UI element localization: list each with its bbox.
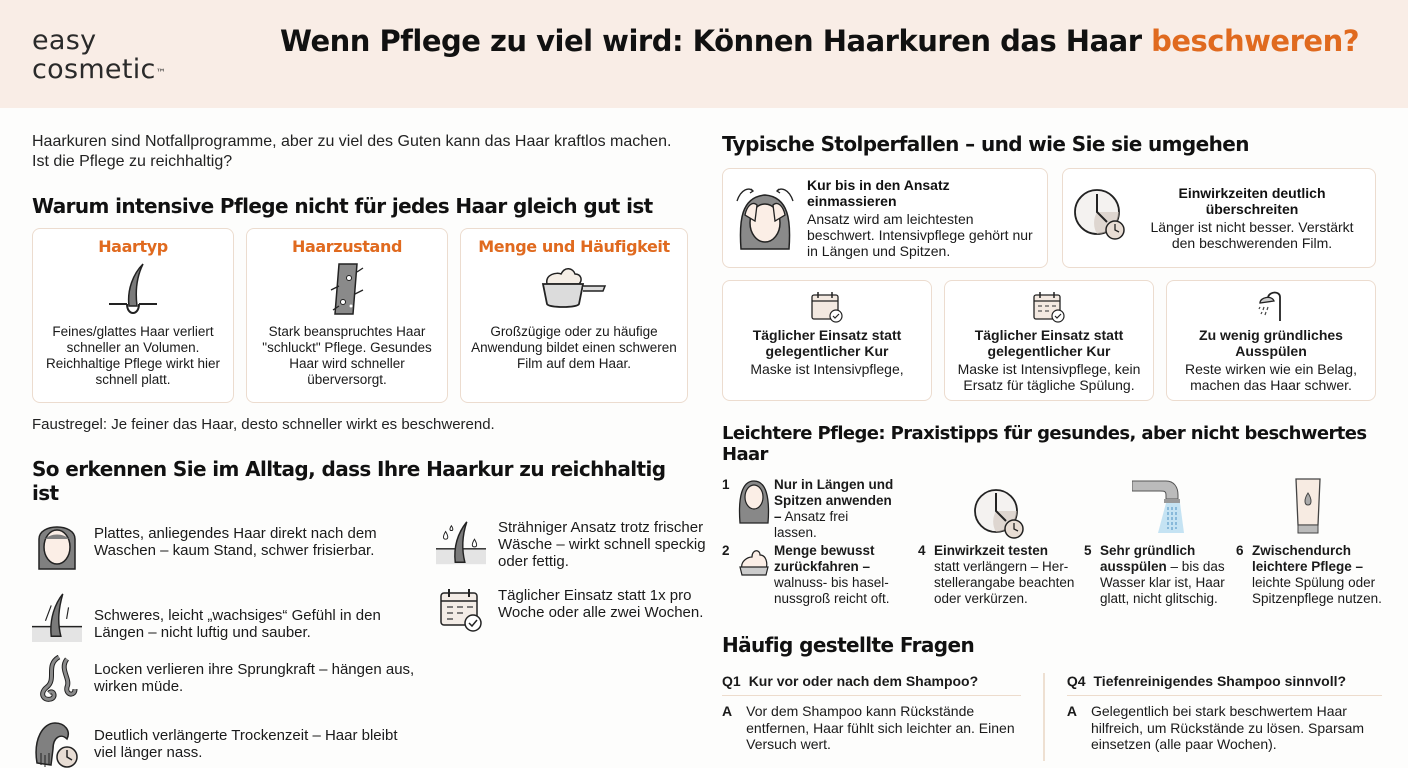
- faq-answer: [722, 703, 1021, 753]
- faq-answer-label: A: [722, 703, 733, 719]
- section-title-why: Warum intensive Pflege nicht für jedes Haar gleich gut ist: [32, 194, 653, 218]
- pitfall-text: Länger ist nicht besser. Verstärkt den beschwerenden Film.: [1150, 219, 1354, 251]
- faq-question-label: Q4: [1066, 673, 1086, 689]
- hair-follicle-icon: [33, 260, 233, 318]
- faq-question-label: Q1: [722, 673, 741, 689]
- section-title-faq: Häufig gestellte Fragen: [722, 633, 975, 657]
- right-column: [722, 120, 1382, 761]
- tip-bold: Einwirkzeit testen: [934, 543, 1049, 558]
- tip-item: [1084, 543, 1236, 607]
- pitfall-title: Einwirkzeiten deutlich überschreiten: [1178, 185, 1326, 217]
- page-title: [280, 24, 1359, 58]
- page-title-main: Wenn Pflege zu viel wird: Können Haarkuren das Haar: [280, 24, 1152, 58]
- cream-tube-icon: [1292, 477, 1324, 540]
- pitfall-cards-top: [722, 168, 1382, 268]
- sign-item: [436, 585, 706, 639]
- factor-card-hair-condition: [246, 228, 448, 403]
- clock-icon: [1073, 186, 1129, 251]
- sign-text: Plattes, anliegendes Haar direkt nach dem Waschen – kaum Stand, schwer frisierbar.: [94, 525, 377, 559]
- tip-number: 1: [722, 477, 730, 492]
- limp-curls-icon: [32, 655, 82, 709]
- pitfall-text: Ansatz wird am leichtesten beschwert. Intensivpflege gehört nur in Längen und Spitzen.: [807, 211, 1033, 259]
- card-description: Stark beanspruchtes Haar "schluckt" Pflege. Gesundes Haar wird schneller überversorgt.: [262, 324, 432, 387]
- wet-hair-clock-icon: [32, 719, 82, 768]
- logo-line-1: easy: [32, 25, 97, 56]
- card-description: Feines/glattes Haar verliert schneller an Volumen. Reichhaltige Pflege wirkt hier schnell platt.: [45, 324, 221, 387]
- header-banner: [0, 0, 1408, 108]
- tip-text: statt verlängern – Her-stellerangabe beachten oder verkürzen.: [934, 559, 1075, 606]
- tip-item: [722, 543, 894, 607]
- tip-text: – bis das Wasser klar ist, Haar glatt, nicht glitschig.: [1100, 559, 1225, 606]
- scalp-massage-icon: [733, 181, 797, 256]
- brand-logo[interactable]: [32, 26, 166, 84]
- pitfall-card: [944, 280, 1154, 401]
- pitfall-title: Zu wenig gründliches Ausspülen: [1199, 327, 1343, 359]
- tip-item: [918, 543, 1090, 607]
- section-title-tips: Leichtere Pflege: Praxistipps für gesundes, aber nicht beschwertes Haar: [722, 423, 1367, 465]
- faq-section: [722, 673, 1382, 761]
- tip-bold: Menge bewusst zurückfahren –: [774, 543, 875, 574]
- pitfall-card: [722, 168, 1048, 268]
- shower-icon: [1167, 289, 1375, 323]
- faq-answer: [1067, 703, 1382, 753]
- tip-bold: Nur in Längen und Spitzen anwenden –: [774, 477, 894, 524]
- faq-item[interactable]: [1067, 673, 1382, 761]
- rule-of-thumb: Faustregel: Je feiner das Haar, desto schneller wirkt es beschwerend.: [32, 416, 495, 433]
- sign-text: Schweres, leicht „wachsiges“ Gefühl in den Längen – nicht luftig und sauber.: [94, 607, 381, 641]
- sign-item: [32, 519, 422, 573]
- scoop-icon: [461, 260, 687, 318]
- tip-number: 4: [918, 543, 926, 558]
- tips-list: [722, 477, 1382, 627]
- sign-text: Strähniger Ansatz trotz frischer Wäsche – wirkt schnell speckig oder fettig.: [498, 519, 706, 570]
- pitfall-card: [1166, 280, 1376, 401]
- factor-card-amount-frequency: [460, 228, 688, 403]
- pitfall-text: Maske ist Intensivpflege,: [750, 361, 904, 377]
- faucet-water-icon: [1132, 477, 1184, 540]
- pitfall-title: Täglicher Einsatz statt gelegentlicher Kur: [974, 327, 1124, 359]
- sign-item: [32, 655, 422, 709]
- card-title: Haartyp: [98, 237, 168, 256]
- clock-icon: [974, 487, 1026, 546]
- card-title: Menge und Häufigkeit: [478, 237, 670, 256]
- tip-number: 6: [1236, 543, 1244, 558]
- cream-dollop-icon: [738, 543, 770, 607]
- sign-text: Deutlich verlängerte Trockenzeit – Haar bleibt viel länger nass.: [94, 727, 398, 761]
- pitfall-title: Kur bis in den Ansatz einmassieren: [807, 177, 950, 209]
- faq-question-text: Kur vor oder nach dem Shampoo?: [748, 673, 979, 689]
- tip-item: [722, 477, 894, 541]
- page-title-accent: beschweren?: [1151, 24, 1360, 58]
- factor-cards: [32, 228, 692, 403]
- faq-question[interactable]: [1067, 673, 1382, 696]
- faq-item[interactable]: [722, 673, 1021, 761]
- faq-question[interactable]: [722, 673, 1021, 696]
- tip-item: [1236, 543, 1392, 607]
- tip-text: Ansatz frei lassen.: [774, 509, 849, 540]
- logo-line-2: cosmetic: [32, 54, 156, 85]
- section-title-pitfalls: Typische Stolperfallen – und wie Sie sie umgehen: [722, 132, 1249, 156]
- intro-text: Haarkuren sind Notfallprogramme, aber zu viel des Guten kann das Haar kraftlos machen. Ist die Pflege zu reichhaltig?: [32, 133, 672, 170]
- flat-hair-face-icon: [32, 519, 82, 573]
- greasy-root-icon: [436, 519, 486, 573]
- sign-text: Locken verlieren ihre Sprungkraft – hängen aus, wirken müde.: [94, 661, 415, 695]
- damaged-hair-strand-icon: [247, 260, 447, 318]
- pitfall-card: [722, 280, 932, 401]
- sign-item: [32, 591, 422, 645]
- tip-bold: Sehr gründlich ausspülen: [1100, 543, 1196, 574]
- pitfall-title: Täglicher Einsatz statt gelegentlicher Kur: [752, 327, 902, 359]
- section-title-signs: So erkennen Sie im Alltag, dass Ihre Haarkur zu reichhaltig ist: [32, 457, 666, 505]
- faq-answer-text: Gelegentlich bei stark beschwertem Haar hilfreich, um Rückstände zu lösen. Sparsam einsetzen (alle paar Wochen).: [1090, 703, 1365, 752]
- tip-text: leichte Spülung oder Spitzenpflege nutzen.: [1252, 575, 1382, 606]
- trademark-symbol: ™: [155, 68, 166, 79]
- left-column: [32, 120, 706, 768]
- factor-card-hair-type: [32, 228, 234, 403]
- tip-number: 5: [1084, 543, 1092, 558]
- tip-number: 2: [722, 543, 730, 558]
- pitfall-text: Reste wirken wie ein Belag, machen das Haar schwer.: [1185, 361, 1357, 393]
- card-title: Haarzustand: [292, 237, 402, 256]
- sign-text: Täglicher Einsatz statt 1x pro Woche oder alle zwei Wochen.: [498, 587, 704, 621]
- calendar-check-icon: [723, 289, 931, 323]
- tip-text: walnuss- bis hasel-nussgroß reicht oft.: [774, 575, 890, 606]
- signs-list: [32, 519, 706, 768]
- calendar-check-icon: [436, 585, 486, 639]
- sign-item: [436, 519, 706, 573]
- long-hair-woman-icon: [738, 477, 770, 541]
- faq-answer-label: A: [1066, 703, 1077, 719]
- pitfall-text: Maske ist Intensivpflege, kein Ersatz für tägliche Spülung.: [957, 361, 1141, 393]
- pitfall-card: [1062, 168, 1376, 268]
- faq-question-text: Tiefenreinigendes Shampoo sinnvoll?: [1093, 673, 1347, 689]
- faq-divider: [1043, 673, 1044, 761]
- pitfall-cards-bottom: [722, 280, 1382, 401]
- faq-answer-text: Vor dem Shampoo kann Rückstände entfernen, Haar fühlt sich leichter an. Einen Versuch wert.: [746, 703, 1015, 752]
- calendar-grid-check-icon: [945, 289, 1153, 323]
- waxy-hair-icon: [32, 591, 82, 645]
- card-description: Großzügige oder zu häufige Anwendung bildet einen schweren Film auf dem Haar.: [471, 324, 677, 371]
- sign-item: [32, 719, 422, 768]
- tip-bold: Zwischendurch leichtere Pflege –: [1252, 543, 1364, 574]
